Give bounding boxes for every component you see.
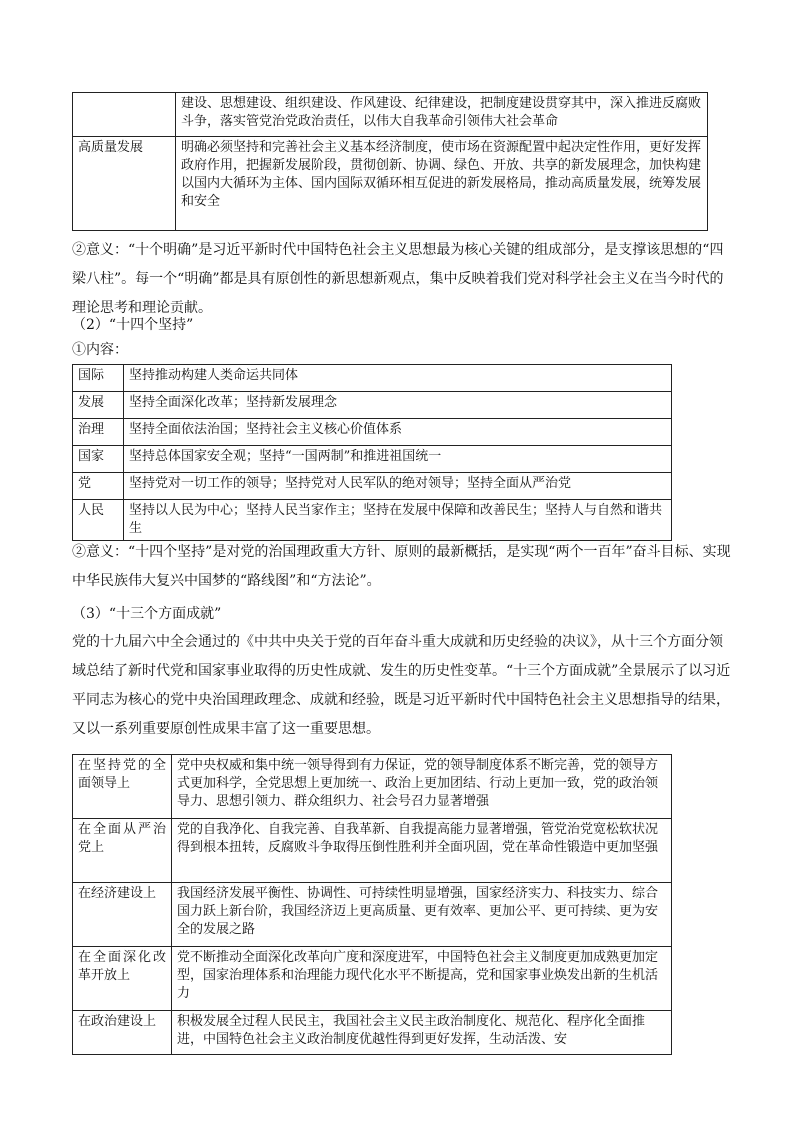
table-row: [73, 392, 672, 419]
row-label: 人民: [73, 500, 124, 541]
table-row: [73, 365, 672, 392]
row-text: 党的自我净化、自我完善、自我革新、自我提高能力显著增强，管党治党宽松软状况得到根本扭转，反腐败斗争取得压倒性胜利并全面巩固，党在革命性锻造中更加坚强: [172, 819, 672, 883]
row-label: 国际: [73, 365, 124, 392]
row-text: 明确必须坚持和完善社会主义基本经济制度，使市场在资源配置中起决定性作用，更好发挥政府作用，把握新发展阶段，贯彻创新、协调、绿色、开放、共享的新发展理念，加快构建以国内大循环为主体、国内国际双循环相互促进的新发展格局，推动高质量发展，统筹发展和安全: [176, 137, 708, 231]
heading-fourteen-adherences: （2）“十四个坚持”: [72, 317, 194, 333]
row-text: 建设、思想建设、组织建设、作风建设、纪律建设，把制度建设贯穿其中，深入推进反腐败斗争，落实管党治党政治责任，以伟大自我革命引领伟大社会革命: [176, 93, 708, 137]
row-label: 在全面深化改革开放上: [73, 947, 172, 1011]
table-row: [73, 446, 672, 473]
row-text: 坚持全面依法治国；坚持社会主义核心价值体系: [124, 419, 672, 446]
row-label: 在坚持党的全面领导上: [73, 755, 172, 819]
row-text: 坚持党对一切工作的领导；坚持党对人民军队的绝对领导；坚持全面从严治党: [124, 473, 672, 500]
row-text: 坚持总体国家安全观；坚持“一国两制”和推进祖国统一: [124, 446, 672, 473]
table-ten-clarifications-continued: [72, 92, 708, 231]
content-label: ①内容：: [72, 342, 128, 358]
row-text: 坚持推动构建人类命运共同体: [124, 365, 672, 392]
table-row: [73, 1011, 672, 1055]
row-text: 我国经济发展平衡性、协调性、可持续性明显增强，国家经济实力、科技实力、综合国力跃上新台阶，我国经济迈上更高质量、更有效率、更加公平、更可持续、更为安全的发展之路: [172, 883, 672, 947]
table-row: [73, 947, 672, 1011]
row-text: 坚持全面深化改革；坚持新发展理念: [124, 392, 672, 419]
row-label: 发展: [73, 392, 124, 419]
table-row: [73, 419, 672, 446]
row-label: [73, 93, 176, 137]
row-text: 党不断推动全面深化改革向广度和深度进军，中国特色社会主义制度更加成熟更加定型，国家治理体系和治理能力现代化水平不断提高，党和国家事业焕发出新的生机活力: [172, 947, 672, 1011]
row-label: 党: [73, 473, 124, 500]
row-label: 在全面从严治党上: [73, 819, 172, 883]
row-text: 党中央权威和集中统一领导得到有力保证，党的领导制度体系不断完善，党的领导方式更加科学，全党思想上更加统一、政治上更加团结、行动上更加一致，党的政治领导力、思想引领力、群众组织力、社会号召力显著增强: [172, 755, 672, 819]
row-label: 在经济建设上: [73, 883, 172, 947]
row-label: 国家: [73, 446, 124, 473]
table-row: [73, 883, 672, 947]
table-row: [73, 473, 672, 500]
table-row: [73, 93, 708, 137]
table-row: [73, 819, 672, 883]
meaning-paragraph-2: ②意义：“十四个坚持”是对党的治国理政重大方针、原则的最新概括，是实现“两个一百年”奋斗目标、实现中华民族伟大复兴中国梦的“路线图”和“方法论”。: [72, 544, 731, 589]
row-text: 坚持以人民为中心；坚持人民当家作主；坚持在发展中保障和改善民生；坚持人与自然和谐共生: [124, 500, 672, 541]
table-row: [73, 755, 672, 819]
table-row: [73, 500, 672, 541]
row-label: 治理: [73, 419, 124, 446]
achievements-paragraph: 党的十九届六中全会通过的《中共中央关于党的百年奋斗重大成就和历史经验的决议》，从十三个方面分领域总结了新时代党和国家事业取得的历史性成就、发生的历史性变革。“十三个方面成就”全景展示了以习近平同志为核心的党中央治国理政理念、成就和经验，既是习近平新时代中国特色社会主义思想指导的结果，又以一系列重要原创性成果丰富了这一重要思想。: [72, 634, 731, 737]
table-thirteen-achievements: [72, 754, 672, 1055]
meaning-paragraph-1: ②意义：“十个明确”是习近平新时代中国特色社会主义思想最为核心关键的组成部分，是支撑该思想的“四梁八柱”。每一个“明确”都是具有原创性的新思想新观点，集中反映着我们党对科学社会主义在当今时代的理论思考和理论贡献。: [72, 242, 724, 316]
row-text: 积极发展全过程人民民主，我国社会主义民主政治制度化、规范化、程序化全面推进，中国特色社会主义政治制度优越性得到更好发挥，生动活泼、安: [172, 1011, 672, 1055]
row-label: 在政治建设上: [73, 1011, 172, 1055]
table-row: [73, 137, 708, 231]
table-fourteen-adherences: [72, 364, 672, 541]
heading-thirteen-achievements: （3）“十三个方面成就”: [72, 606, 222, 622]
row-label: 高质量发展: [73, 137, 176, 231]
